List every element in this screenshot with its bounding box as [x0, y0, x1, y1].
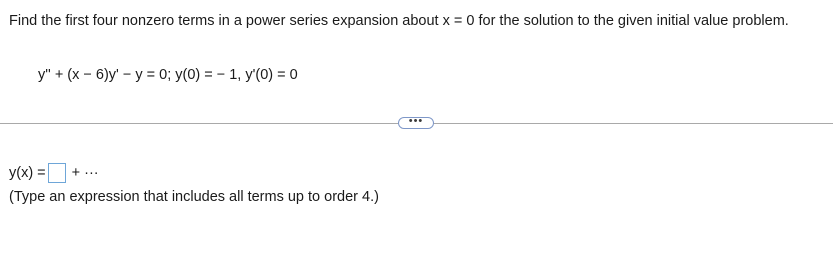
answer-lhs: y(x) =	[9, 165, 46, 181]
differential-equation: y'' + (x − 6)y' − y = 0; y(0) = − 1, y'(0) = 0	[38, 67, 298, 83]
answer-row	[9, 163, 99, 183]
answer-input-box[interactable]	[48, 163, 66, 183]
series-continuation: + ···	[71, 165, 99, 181]
ellipsis-icon: •••	[408, 115, 424, 127]
expand-more-button[interactable]	[398, 117, 434, 129]
question-text: Find the first four nonzero terms in a power series expansion about x = 0 for the solution to the given initial value problem.	[9, 13, 789, 29]
answer-instruction: (Type an expression that includes all terms up to order 4.)	[9, 189, 379, 205]
